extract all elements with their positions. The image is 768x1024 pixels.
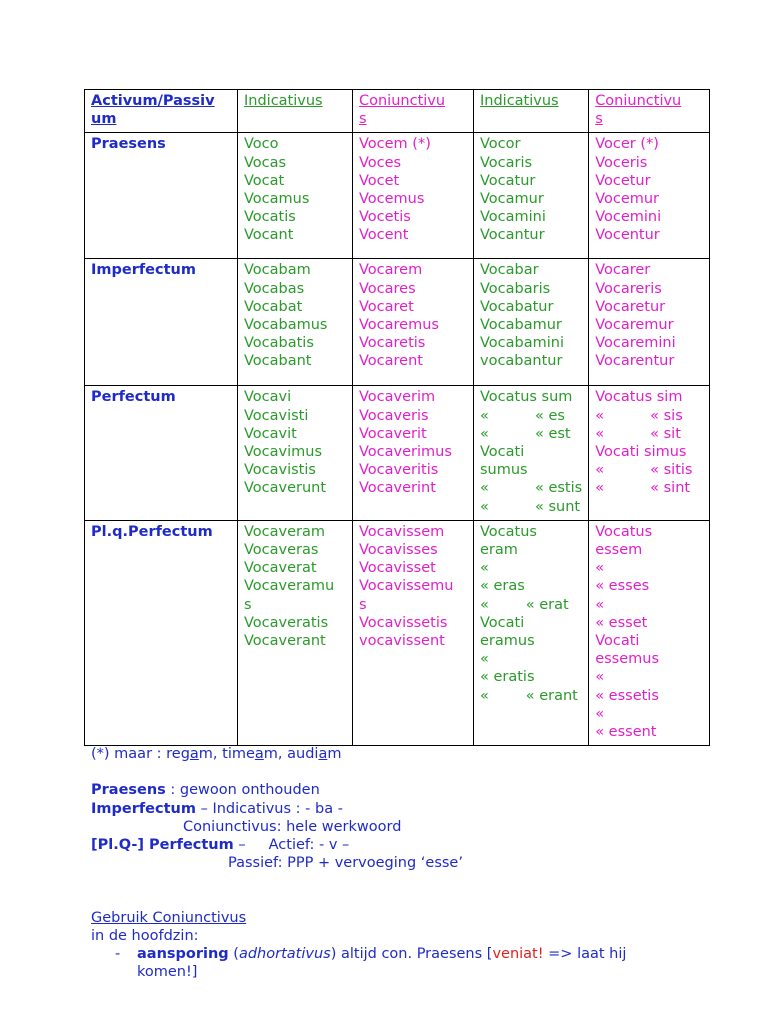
form-text: Vocabat [244, 298, 303, 315]
form-text: « « estis [480, 480, 583, 497]
imperfectum-rule [91, 800, 751, 818]
bullet-italic: adhortativus [238, 946, 331, 963]
form-text: Vocet [359, 172, 400, 189]
form-text: Vocaremini [595, 335, 676, 352]
form-text: vocavissent [359, 633, 445, 650]
form-text: Vocavissem [359, 523, 445, 540]
form-text: Vocaverat [244, 560, 317, 577]
form-text: Vocas [244, 154, 287, 171]
hoofdzin-label: in de hoofdzin: [91, 928, 199, 945]
form-text: Vocavistis [244, 462, 316, 479]
form-text: « [595, 560, 605, 577]
form-text: Vocabar [480, 262, 539, 279]
tense-label: Praesens [85, 133, 238, 259]
form-text: « « sunt [480, 498, 581, 515]
form-text: s [359, 596, 367, 613]
header-cell [238, 90, 353, 133]
form-text: « « es [480, 407, 565, 424]
form-text: Vocarem [359, 262, 423, 279]
form-text: Vocavi [244, 389, 292, 406]
table-row [85, 386, 710, 520]
form-text: Voceris [595, 154, 648, 171]
form-text: Vocabatur [480, 298, 554, 315]
header-text: s [595, 111, 603, 128]
bullet-red: veniat! [492, 946, 544, 963]
pas-indicativus-cell [474, 386, 589, 520]
form-text: Vocantur [480, 227, 545, 244]
form-text: Vocent [359, 227, 409, 244]
form-text: essem [595, 542, 643, 559]
footnote-u1: a [189, 746, 199, 762]
form-text: sumus [480, 462, 528, 479]
form-text: Vocarentur [595, 353, 675, 370]
pas-indicativus-cell [474, 133, 589, 259]
form-text: vocabantur [480, 353, 563, 370]
act-coniunctivus-cell [353, 259, 474, 386]
form-text: « « sit [595, 425, 681, 442]
form-text: Vocamus [244, 191, 310, 208]
notes-section [91, 745, 751, 982]
form-text: Vocaverimus [359, 444, 452, 461]
table-row [85, 259, 710, 386]
praesens-text: : gewoon onthouden [165, 782, 320, 799]
form-text: « [595, 669, 605, 686]
bullet-paren-open: ( [228, 946, 239, 963]
form-text: Vocabatis [244, 335, 314, 352]
act-indicativus-cell [238, 520, 353, 745]
form-text: Vocaretur [595, 298, 666, 315]
form-text: eram [480, 542, 518, 559]
form-text: essemus [595, 651, 660, 668]
form-text: Vocamini [480, 209, 546, 226]
praesens-label: Praesens [91, 782, 166, 799]
footnote-mid1: m, time [198, 746, 255, 762]
plq-line2: Passief: PPP + vervoeging ‘esse’ [228, 855, 463, 872]
form-text: Vocavisti [244, 407, 309, 424]
form-text: Vocavimus [244, 444, 323, 461]
form-text: « eras [480, 578, 525, 595]
header-cell [589, 90, 710, 133]
form-text: Vocor [480, 136, 521, 153]
form-text: Vocaret [359, 298, 414, 315]
footnote [91, 745, 751, 763]
form-text: Vocabaris [480, 280, 551, 297]
form-text: « « erat [480, 596, 569, 613]
header-cell [474, 90, 589, 133]
form-text: Vocem (*) [359, 136, 431, 153]
form-text: « [480, 651, 489, 668]
form-text: « « est [480, 425, 571, 442]
plq-label: [Pl.Q-] Perfectum [91, 837, 234, 854]
footnote-mid2: m, audi [263, 746, 319, 762]
form-text: Vocavit [244, 425, 297, 442]
form-text: Vocaveramu [244, 578, 335, 595]
form-text: « « erant [480, 687, 578, 704]
form-text: Vocabam [244, 262, 311, 279]
form-text: Vocaretis [359, 335, 426, 352]
form-text: s [244, 596, 252, 613]
form-text: Vocati [480, 614, 525, 631]
form-text: « essetis [595, 687, 659, 704]
footnote-pre: (*) maar : reg [91, 746, 190, 762]
form-text: Vocati [595, 633, 640, 650]
bullet-end: => laat hij [543, 946, 627, 963]
bullet-label: aansporing [137, 946, 229, 963]
form-text: « « sint [595, 480, 691, 497]
form-text: Vocaveras [244, 542, 319, 559]
imperfectum-label: Imperfectum [91, 800, 196, 817]
header-text: um [91, 111, 117, 128]
header-cell [353, 90, 474, 133]
header-text: Coniunctivu [595, 93, 682, 109]
footnote-u2: a [254, 746, 264, 762]
form-text: Vocares [359, 280, 416, 297]
form-text: Vocati simus [595, 444, 687, 461]
form-text: « eratis [480, 669, 535, 686]
form-text: Vocaris [480, 154, 533, 171]
form-text: « « sitis [595, 462, 693, 479]
form-text: Vocaremur [595, 317, 674, 334]
form-text: Vocatus sum [480, 389, 573, 406]
pas-coniunctivus-cell [589, 259, 710, 386]
form-text: Vocarent [359, 353, 423, 370]
form-text: Vocabamur [480, 317, 562, 334]
pas-coniunctivus-cell [589, 386, 710, 520]
form-text: Vocaveram [244, 523, 325, 540]
form-text: Vocaverim [359, 389, 436, 406]
form-text: Vocatus [480, 523, 537, 540]
form-text: Vocer (*) [595, 136, 659, 153]
header-text: Indicativus [480, 93, 559, 109]
form-text: Vocabas [244, 280, 305, 297]
form-text: « esses [595, 578, 650, 595]
pas-coniunctivus-cell [589, 133, 710, 259]
bullet-item [91, 945, 751, 981]
bullet-line2: komen!] [137, 964, 198, 981]
act-coniunctivus-cell [353, 386, 474, 520]
act-indicativus-cell [238, 386, 353, 520]
form-text: Vocaverint [359, 480, 436, 497]
form-text: Vocabamus [244, 317, 328, 334]
form-text: Vocabamini [480, 335, 564, 352]
form-text: Vocarer [595, 262, 651, 279]
pas-indicativus-cell [474, 520, 589, 745]
header-cell [85, 90, 238, 133]
form-text: Vocemus [359, 191, 425, 208]
praesens-rule [91, 781, 751, 799]
form-text: Vocati [480, 444, 525, 461]
header-text: Indicativus [244, 93, 323, 109]
header-row [85, 90, 710, 133]
tense-label: Perfectum [85, 386, 238, 520]
imperfectum-text: – Indicativus : - ba - [195, 800, 343, 817]
form-text: Vocavissemu [359, 578, 454, 595]
form-text: Vocetur [595, 172, 651, 189]
form-text: « [480, 560, 489, 577]
form-text: Vocamur [480, 191, 544, 208]
bullet-dash: - [115, 946, 121, 963]
form-text: Voces [359, 154, 402, 171]
form-text: Vocaveritis [359, 462, 439, 479]
imperfectum-line2: Coniunctivus: hele werkwoord [183, 818, 402, 835]
act-indicativus-cell [238, 259, 353, 386]
form-text: « essent [595, 724, 657, 741]
form-text: Vocat [244, 172, 285, 189]
pas-indicativus-cell [474, 259, 589, 386]
act-coniunctivus-cell [353, 520, 474, 745]
form-text: Vocavisses [359, 542, 438, 559]
form-text: Vocemur [595, 191, 660, 208]
header-text: Coniunctivu [359, 93, 446, 109]
table-row [85, 133, 710, 259]
form-text: Vocaveris [359, 407, 429, 424]
form-text: Vocatis [244, 209, 296, 226]
bullet-mid: ) altijd con. Praesens [ [330, 946, 493, 963]
form-text: Vocaremus [359, 317, 439, 334]
footnote-post: m [327, 746, 342, 762]
form-text: eramus [480, 633, 535, 650]
header-text: Activum/Passiv [91, 93, 215, 109]
form-text: Voco [244, 136, 279, 153]
table-row [85, 520, 710, 745]
plq-text: – Actief: - v – [233, 837, 350, 854]
form-text: « esset [595, 614, 648, 631]
form-text: Vocaverit [359, 425, 427, 442]
form-text: Vocaverant [244, 633, 326, 650]
form-text: Vocatus sim [595, 389, 683, 406]
plq-rule [91, 836, 751, 854]
form-text: Vocant [244, 227, 294, 244]
form-text: « « sis [595, 407, 683, 424]
footnote-u3: a [318, 746, 328, 762]
gebruik-heading: Gebruik Coniunctivus [91, 909, 247, 926]
form-text: Vocavisset [359, 560, 436, 577]
act-indicativus-cell [238, 133, 353, 259]
pas-coniunctivus-cell [589, 520, 710, 745]
form-text: Vocavissetis [359, 614, 448, 631]
form-text: Vocetis [359, 209, 411, 226]
form-text: Vocatus [595, 523, 653, 540]
tense-label: Pl.q.Perfectum [85, 520, 238, 745]
form-text: « [595, 596, 605, 613]
form-text: Vocatur [480, 172, 536, 189]
form-text: Vocentur [595, 227, 660, 244]
form-text: Vocabant [244, 353, 312, 370]
header-text: s [359, 111, 367, 128]
form-text: Vocaverunt [244, 480, 327, 497]
form-text: Vocaveratis [244, 614, 329, 631]
act-coniunctivus-cell [353, 133, 474, 259]
conjugation-table [84, 89, 710, 746]
form-text: Vocemini [595, 209, 662, 226]
form-text: Vocareris [595, 280, 662, 297]
form-text: « [595, 705, 605, 722]
tense-label: Imperfectum [85, 259, 238, 386]
